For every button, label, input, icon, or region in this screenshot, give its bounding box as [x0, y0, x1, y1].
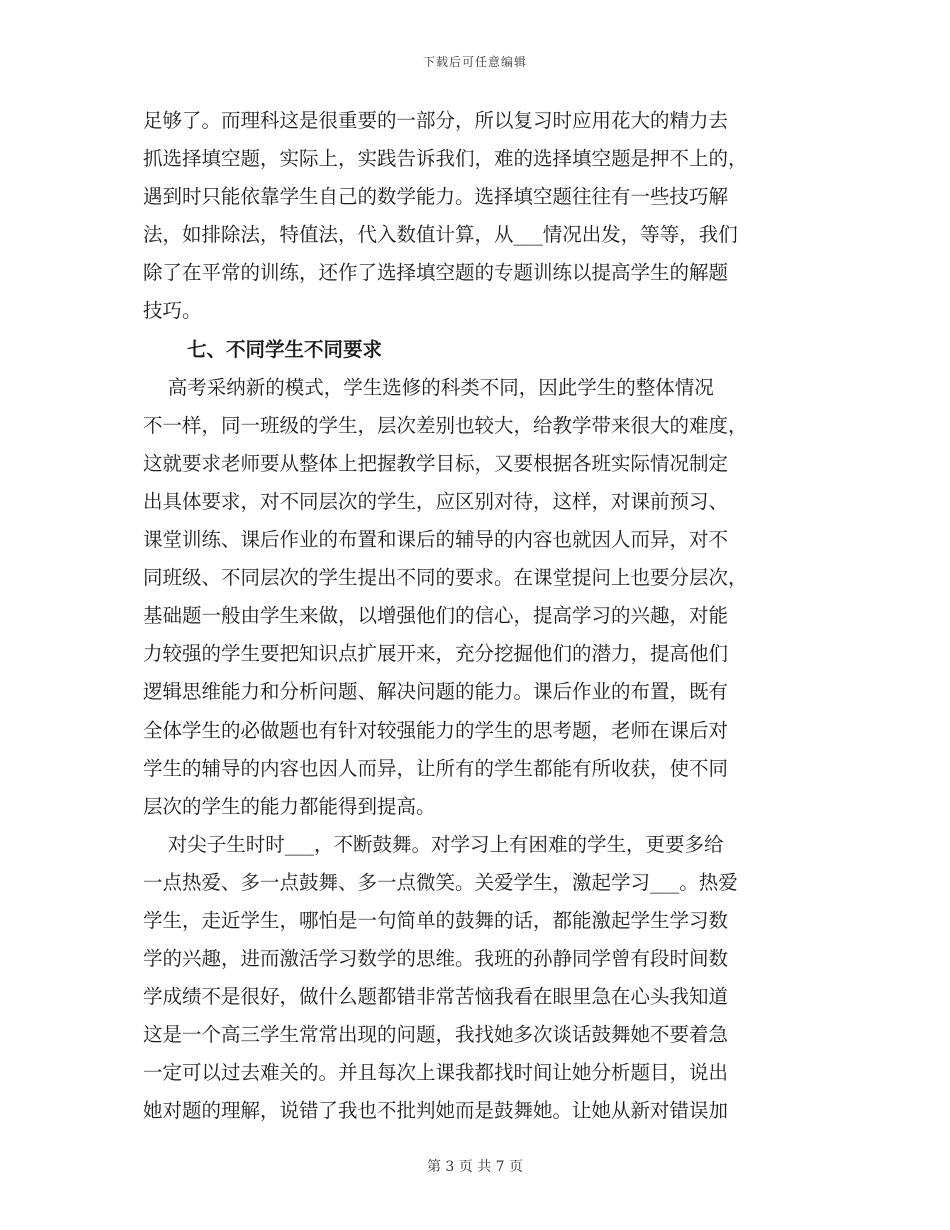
text-line: 这就要求老师要从整体上把握教学目标，又要根据各班实际情况制定: [143, 451, 729, 475]
text-line: 层次的学生的能力都能得到提高。: [143, 794, 436, 818]
page-header: 下载后可任意编辑: [422, 55, 527, 69]
text-line: 学的兴趣，进而激活学习数学的思维。我班的孙静同学曾有段时间数: [143, 947, 729, 971]
section-heading: 七、不同学生不同要求: [187, 337, 383, 361]
text-line: 遇到时只能依靠学生自己的数学能力。选择填空题往往有一些技巧解: [143, 185, 729, 209]
text-line: 力较强的学生要把知识点扩展开来，充分挖掘他们的潜力，提高他们: [143, 642, 729, 666]
text-line: 全体学生的必做题也有针对较强能力的学生的思考题，老师在课后对: [143, 718, 729, 742]
text-line: 逻辑思维能力和分析问题、解决问题的能力。课后作业的布置，既有: [143, 680, 729, 704]
text-line: 学成绩不是很好，做什么题都错非常苦恼我看在眼里急在心头我知道: [143, 985, 729, 1009]
text-line: 学生，走近学生，哪怕是一句简单的鼓舞的话，都能激起学生学习数: [143, 908, 729, 932]
page-number: 第 3 页 共 7 页: [426, 1159, 524, 1175]
text-line: 基础题一般由学生来做，以增强他们的信心，提高学习的兴趣，对能: [143, 604, 729, 628]
text-line: 她对题的理解，说错了我也不批判她而是鼓舞她。让她从新对错误加: [143, 1099, 729, 1123]
text-line: 技巧。: [143, 299, 202, 323]
text-line: 一点热爱、多一点鼓舞、多一点微笑。关爱学生，激起学习___。热爱: [143, 870, 738, 894]
text-line: 不一样，同一班级的学生，层次差别也较大，给教学带来很大的难度，: [143, 413, 748, 437]
text-line: 足够了。而理科这是很重要的一部分，所以复习时应用花大的精力去: [143, 109, 729, 132]
text-line: 对尖子生时时___，不断鼓舞。对学习上有困难的学生，更要多给: [143, 832, 724, 856]
text-line: 一定可以过去难关的。并且每次上课我都找时间让她分析题目，说出: [143, 1061, 729, 1085]
document-body: [143, 102, 807, 1131]
text-line: 出具体要求，对不同层次的学生，应区别对待，这样，对课前预习、: [143, 489, 729, 513]
text-line: 除了在平常的训练，还作了选择填空题的专题训练以提高学生的解题: [143, 261, 729, 285]
text-line: 抓选择填空题，实际上，实践告诉我们，难的选择填空题是押不上的，: [143, 147, 748, 171]
text-line: 这是一个高三学生常常出现的问题，我找她多次谈话鼓舞她不要着急: [143, 1023, 729, 1047]
text-line: 法，如排除法，特值法，代入数值计算，从___情况出发，等等，我们: [143, 223, 738, 247]
text-line: 课堂训练、课后作业的布置和课后的辅导的内容也就因人而异，对不: [143, 528, 729, 552]
text-line: 高考采纳新的模式，学生选修的科类不同，因此学生的整体情况: [143, 375, 714, 399]
text-line: 学生的辅导的内容也因人而异，让所有的学生都能有所收获，使不同: [143, 756, 729, 780]
text-line: 同班级、不同层次的学生提出不同的要求。在课堂提问上也要分层次，: [143, 566, 748, 590]
